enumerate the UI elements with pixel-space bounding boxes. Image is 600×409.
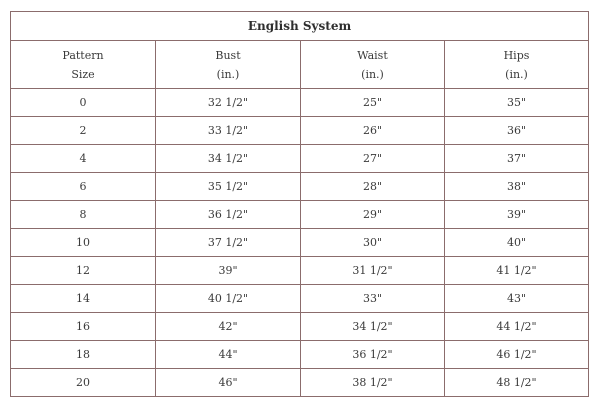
cell-pattern-size: 12	[11, 257, 156, 285]
size-chart-table	[10, 11, 589, 397]
header-line: (in.)	[216, 67, 240, 81]
cell-bust: 35 1/2"	[156, 173, 301, 201]
cell-waist: 27"	[301, 145, 445, 173]
cell-waist: 34 1/2"	[301, 313, 445, 341]
cell-waist: 25"	[301, 89, 445, 117]
cell-hips: 46 1/2"	[445, 341, 589, 369]
cell-pattern-size: 16	[11, 313, 156, 341]
cell-hips: 35"	[445, 89, 589, 117]
cell-pattern-size: 10	[11, 229, 156, 257]
header-line: Waist	[357, 48, 388, 62]
table-row	[11, 369, 589, 397]
cell-bust: 33 1/2"	[156, 117, 301, 145]
cell-hips: 38"	[445, 173, 589, 201]
table-row	[11, 89, 589, 117]
cell-bust: 42"	[156, 313, 301, 341]
cell-waist: 36 1/2"	[301, 341, 445, 369]
cell-hips: 37"	[445, 145, 589, 173]
table-row	[11, 285, 589, 313]
table-row	[11, 201, 589, 229]
cell-pattern-size: 20	[11, 369, 156, 397]
header-waist	[301, 41, 445, 89]
cell-pattern-size: 8	[11, 201, 156, 229]
table-title: English System	[11, 12, 589, 41]
header-hips	[445, 41, 589, 89]
cell-pattern-size: 2	[11, 117, 156, 145]
table-row	[11, 117, 589, 145]
cell-waist: 30"	[301, 229, 445, 257]
cell-bust: 40 1/2"	[156, 285, 301, 313]
cell-bust: 36 1/2"	[156, 201, 301, 229]
header-row	[11, 41, 589, 89]
cell-pattern-size: 0	[11, 89, 156, 117]
cell-bust: 34 1/2"	[156, 145, 301, 173]
header-line: (in.)	[505, 67, 528, 81]
header-line: (in.)	[361, 67, 384, 81]
cell-hips: 39"	[445, 201, 589, 229]
header-line: Hips	[503, 48, 530, 62]
cell-hips: 43"	[445, 285, 589, 313]
cell-hips: 41 1/2"	[445, 257, 589, 285]
cell-waist: 26"	[301, 117, 445, 145]
header-line: Bust	[215, 48, 241, 62]
cell-bust: 44"	[156, 341, 301, 369]
table-row	[11, 257, 589, 285]
header-line: Pattern	[62, 48, 104, 62]
cell-hips: 36"	[445, 117, 589, 145]
table-row	[11, 173, 589, 201]
table-row	[11, 145, 589, 173]
cell-hips: 48 1/2"	[445, 369, 589, 397]
cell-bust: 32 1/2"	[156, 89, 301, 117]
cell-pattern-size: 4	[11, 145, 156, 173]
cell-bust: 37 1/2"	[156, 229, 301, 257]
header-bust	[156, 41, 301, 89]
cell-pattern-size: 14	[11, 285, 156, 313]
header-pattern-size	[11, 41, 156, 89]
table-row	[11, 229, 589, 257]
title-row	[11, 12, 589, 41]
cell-pattern-size: 18	[11, 341, 156, 369]
header-line: Size	[71, 67, 95, 81]
table-row	[11, 341, 589, 369]
cell-waist: 28"	[301, 173, 445, 201]
cell-pattern-size: 6	[11, 173, 156, 201]
cell-waist: 38 1/2"	[301, 369, 445, 397]
cell-waist: 31 1/2"	[301, 257, 445, 285]
cell-bust: 39"	[156, 257, 301, 285]
cell-bust: 46"	[156, 369, 301, 397]
table-row	[11, 313, 589, 341]
cell-waist: 29"	[301, 201, 445, 229]
cell-hips: 40"	[445, 229, 589, 257]
cell-waist: 33"	[301, 285, 445, 313]
cell-hips: 44 1/2"	[445, 313, 589, 341]
